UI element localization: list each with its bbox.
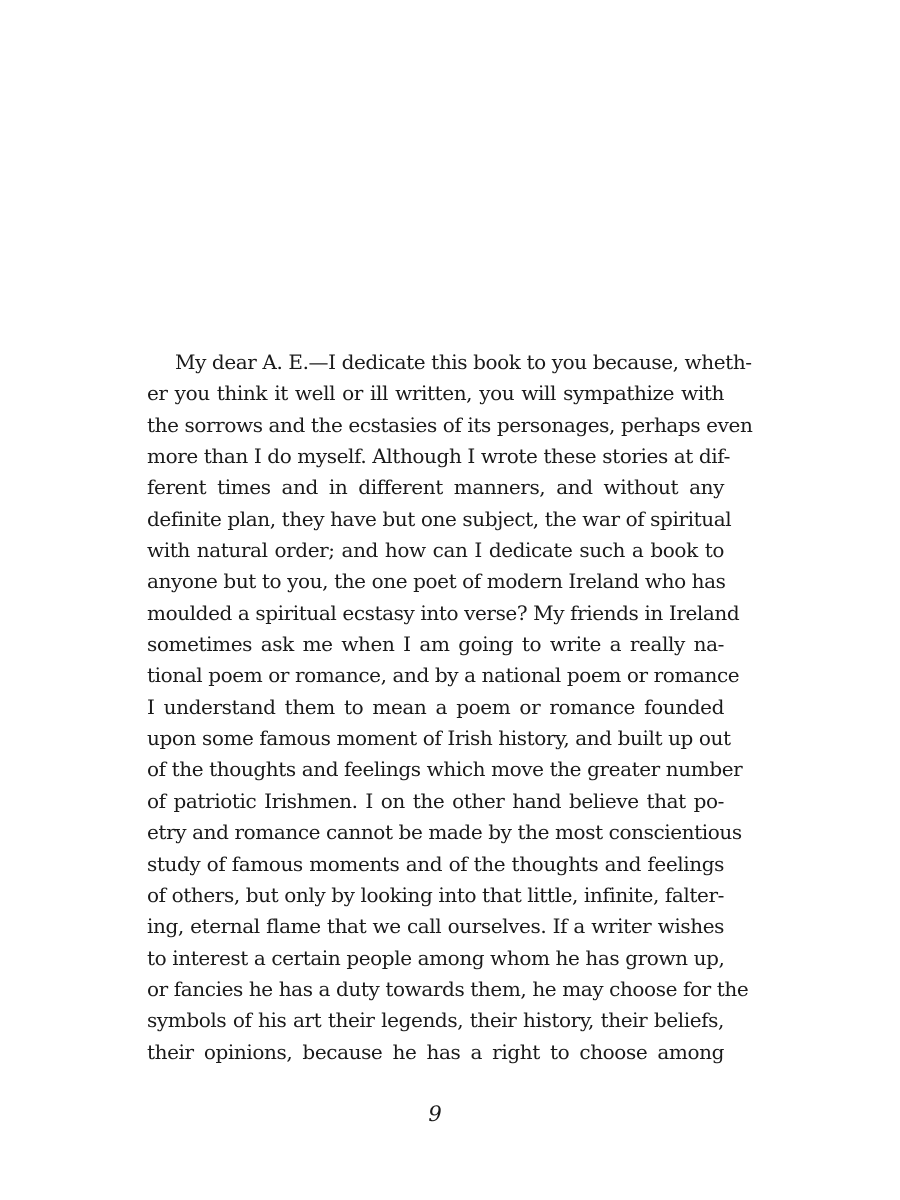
- text-line: study of famous moments and of the thoughts and feelings: [147, 851, 724, 876]
- text-line: I understand them to mean a poem or romance founded: [147, 694, 724, 719]
- text-line: the sorrows and the ecstasies of its personages, perhaps even: [147, 412, 753, 437]
- text-line: moulded a spiritual ecstasy into verse? My friends in Ireland: [147, 600, 740, 625]
- text-line: of others, but only by looking into that little, infinite, falter-: [147, 882, 724, 907]
- text-line: more than I do myself. Although I wrote these stories at dif-: [147, 444, 730, 469]
- text-line: with natural order; and how can I dedicate such a book to: [147, 538, 724, 563]
- text-line: ferent times and in different manners, and without any: [147, 475, 724, 500]
- text-line: anyone but to you, the one poet of modern Ireland who has: [147, 569, 726, 594]
- text-line: of the thoughts and feelings which move the greater number: [147, 757, 743, 782]
- text-line: etry and romance cannot be made by the most conscientious: [147, 820, 742, 845]
- text-line: definite plan, they have but one subject, the war of spiritual: [147, 506, 732, 531]
- page-number: 9: [428, 1102, 442, 1126]
- text-line: symbols of his art their legends, their history, their beliefs,: [147, 1008, 724, 1033]
- text-line: My dear A. E.—I dedicate this book to you because, wheth-: [175, 350, 752, 374]
- text-line: of patriotic Irishmen. I on the other hand believe that po-: [147, 788, 724, 813]
- text-line: er you think it well or ill written, you will sympathize with: [147, 381, 724, 406]
- text-line: ing, eternal flame that we call ourselves. If a writer wishes: [147, 914, 724, 939]
- text-line: to interest a certain people among whom he has grown up,: [147, 945, 725, 970]
- text-line: upon some famous moment of Irish history, and built up out: [147, 726, 731, 751]
- text-line: tional poem or romance, and by a national poem or romance: [147, 663, 740, 688]
- dedication-paragraph: [147, 347, 753, 1068]
- text-line: sometimes ask me when I am going to write a really na-: [147, 632, 724, 657]
- text-line: their opinions, because he has a right to choose among: [147, 1039, 724, 1064]
- text-line: or fancies he has a duty towards them, he may choose for the: [147, 976, 749, 1001]
